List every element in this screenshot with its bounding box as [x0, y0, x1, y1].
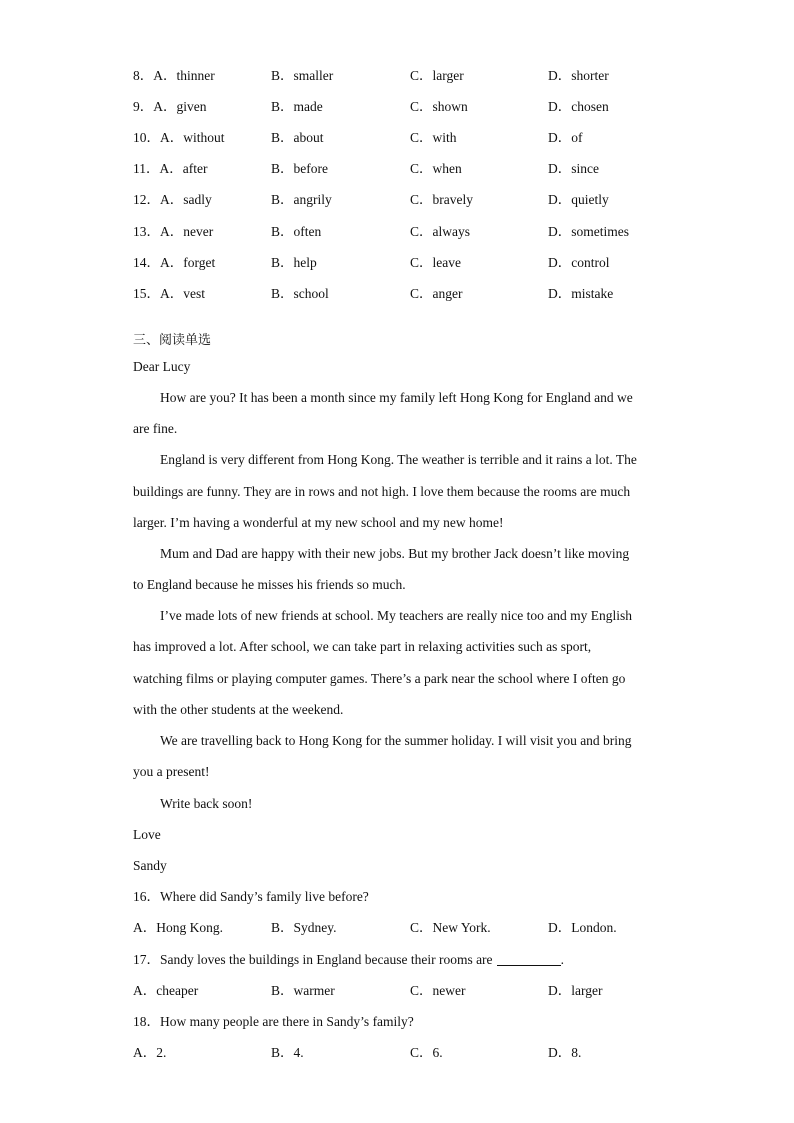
letter-line: with the other students at the weekend.: [133, 702, 344, 717]
option-d: D．quietly: [548, 192, 609, 207]
option-c: C．when: [410, 161, 462, 176]
option-d: D．chosen: [548, 99, 609, 114]
option-c: C．larger: [410, 68, 464, 83]
option-b: B．4.: [271, 1045, 304, 1060]
letter-line: Write back soon!: [160, 796, 253, 811]
option-b: B．school: [271, 286, 329, 301]
letter-line: are fine.: [133, 421, 178, 436]
letter-closing: Love: [133, 827, 161, 842]
option-b: B．angrily: [271, 192, 332, 207]
option-a: 15．A．vest: [133, 286, 205, 301]
letter-signature: Sandy: [133, 858, 167, 873]
letter-line: buildings are funny. They are in rows and not high. I love them because the rooms are much: [133, 484, 631, 499]
option-a: 12．A．sadly: [133, 192, 212, 207]
option-d: D．shorter: [548, 68, 609, 83]
option-c: C．always: [410, 224, 470, 239]
letter-line: Mum and Dad are happy with their new jobs. But my brother Jack doesn’t like moving: [160, 546, 630, 561]
letter-line: you a present!: [133, 764, 210, 779]
option-a: 10．A．without: [133, 130, 225, 145]
letter-line: larger. I’m having a wonderful at my new school and my new home!: [133, 515, 504, 530]
letter-line: England is very different from Hong Kong. The weather is terrible and it rains a lot. The: [160, 452, 637, 467]
option-b: B．about: [271, 130, 324, 145]
option-b: B．made: [271, 99, 323, 114]
option-a: A．Hong Kong.: [133, 920, 223, 935]
option-b: B．Sydney.: [271, 920, 337, 935]
option-c: C．shown: [410, 99, 468, 114]
question-stem: 17．Sandy loves the buildings in England because their rooms are .: [133, 952, 564, 967]
option-a: 8．A．thinner: [133, 68, 215, 83]
option-c: C．bravely: [410, 192, 473, 207]
option-c: C．leave: [410, 255, 461, 270]
letter-line: to England because he misses his friends so much.: [133, 577, 406, 592]
option-a: 13．A．never: [133, 224, 214, 239]
option-a: A．cheaper: [133, 983, 199, 998]
answer-blank: [497, 951, 561, 966]
letter-line: has improved a lot. After school, we can take part in relaxing activities such as sport,: [133, 639, 592, 654]
option-a: 14．A．forget: [133, 255, 216, 270]
question-stem: 18．How many people are there in Sandy’s family?: [133, 1014, 414, 1029]
option-b: B．help: [271, 255, 317, 270]
option-c: C．newer: [410, 983, 466, 998]
letter-line: I’ve made lots of new friends at school. My teachers are really nice too and my English: [160, 608, 632, 623]
option-d: D．8.: [548, 1045, 582, 1060]
option-c: C．anger: [410, 286, 463, 301]
option-d: D．since: [548, 161, 599, 176]
letter-line: How are you? It has been a month since my family left Hong Kong for England and we: [160, 390, 633, 405]
option-b: B．often: [271, 224, 322, 239]
option-d: D．London.: [548, 920, 617, 935]
option-a: 9．A．given: [133, 99, 207, 114]
letter-line: We are travelling back to Hong Kong for the summer holiday. I will visit you and bring: [160, 733, 632, 748]
letter-line: watching films or playing computer games. There’s a park near the school where I often go: [133, 671, 626, 686]
option-c: C．New York.: [410, 920, 491, 935]
option-c: C．with: [410, 130, 457, 145]
option-a: A．2.: [133, 1045, 167, 1060]
option-d: D．sometimes: [548, 224, 629, 239]
option-d: D．larger: [548, 983, 603, 998]
option-d: D．of: [548, 130, 583, 145]
option-b: B．warmer: [271, 983, 335, 998]
option-d: D．mistake: [548, 286, 614, 301]
letter-salutation: Dear Lucy: [133, 359, 191, 374]
option-a: 11．A．after: [133, 161, 208, 176]
option-b: B．before: [271, 161, 328, 176]
option-b: B．smaller: [271, 68, 334, 83]
section-title: 三、阅读单选: [133, 333, 212, 348]
option-d: D．control: [548, 255, 610, 270]
option-c: C．6.: [410, 1045, 443, 1060]
question-stem: 16．Where did Sandy’s family live before?: [133, 889, 369, 904]
